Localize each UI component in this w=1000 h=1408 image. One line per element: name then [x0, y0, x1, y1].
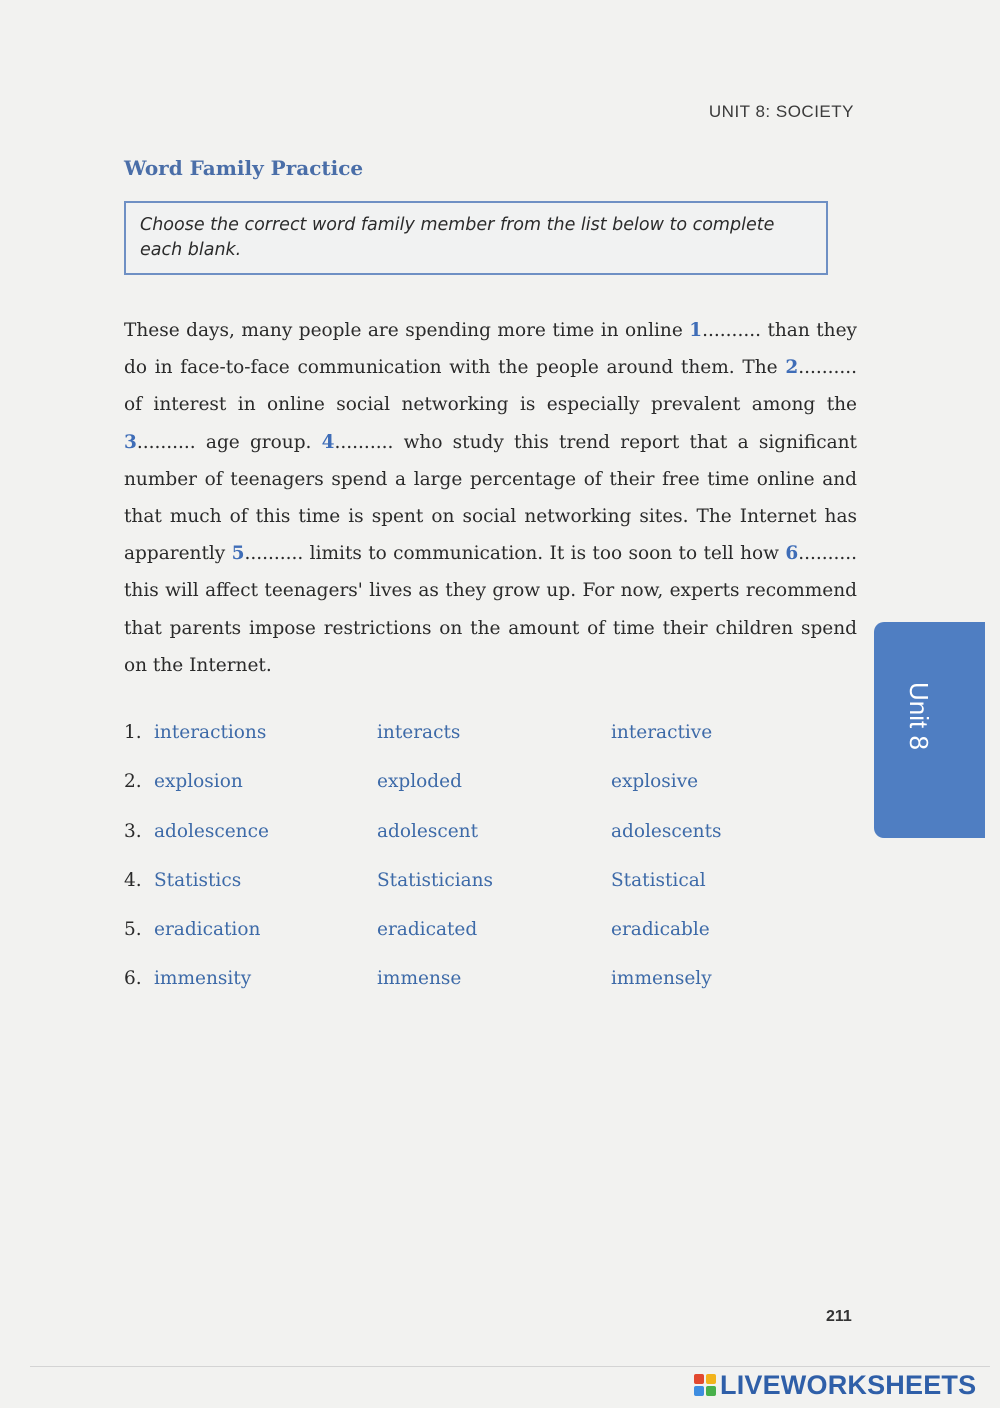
- passage-text: .......... limits to communication. It is too soon to tell how: [244, 543, 786, 565]
- word-option[interactable]: eradication: [154, 919, 261, 941]
- word-option[interactable]: explosive: [611, 771, 699, 793]
- passage-text: .......... this will affect teenagers' lives as they grow up. For now, experts recommend that parents impose restrictions on the amount of time their children spend on the Internet.: [124, 543, 858, 676]
- unit-tab: [874, 622, 985, 838]
- word-option[interactable]: exploded: [377, 771, 462, 793]
- word-choices-list: [124, 722, 744, 1018]
- word-option[interactable]: Statistical: [611, 869, 706, 891]
- word-option[interactable]: immensity: [154, 968, 252, 990]
- reading-passage: [124, 312, 857, 684]
- section-title: Word Family Practice: [124, 156, 364, 180]
- word-option[interactable]: adolescence: [154, 820, 269, 842]
- passage-text: .......... than they do in face-to-face communication with the people around them. The: [124, 320, 857, 379]
- blank-number: 2: [785, 357, 799, 379]
- choice-row: [124, 771, 744, 820]
- word-option[interactable]: adolescent: [377, 820, 479, 842]
- choice-number: 4.: [124, 869, 142, 891]
- choice-number: 1.: [124, 722, 142, 743]
- choice-number: 3.: [124, 820, 142, 842]
- word-option[interactable]: immense: [377, 968, 462, 990]
- passage-text: .......... age group.: [136, 431, 322, 453]
- word-option[interactable]: eradicated: [377, 919, 478, 941]
- word-option[interactable]: Statistics: [154, 869, 242, 891]
- word-option[interactable]: interactive: [611, 722, 713, 743]
- unit-header: UNIT 8: SOCIETY: [708, 102, 854, 121]
- word-option[interactable]: explosion: [154, 771, 243, 793]
- word-option[interactable]: adolescents: [611, 820, 722, 842]
- blank-number: 1: [689, 320, 703, 341]
- blank-number: 4: [321, 431, 335, 453]
- choice-number: 2.: [124, 771, 142, 793]
- choice-row: [124, 722, 744, 771]
- choice-number: 5.: [124, 919, 142, 941]
- page-number: 211: [826, 1308, 852, 1325]
- footer-divider: [30, 1366, 990, 1367]
- choice-number: 6.: [124, 968, 142, 990]
- word-option[interactable]: Statisticians: [377, 869, 494, 891]
- choice-row: [124, 968, 744, 1017]
- word-option[interactable]: interacts: [377, 722, 461, 743]
- brand-name: LIVEWORKSHEETS: [720, 1369, 977, 1400]
- unit-tab-label: Unit 8: [904, 682, 934, 750]
- brand-logo[interactable]: [694, 1368, 976, 1402]
- passage-text: These days, many people are spending more time in online: [124, 320, 690, 341]
- instruction-text: Choose the correct word family member from the list below to complete each blank.: [140, 215, 775, 260]
- instruction-box: [124, 201, 828, 275]
- word-option[interactable]: immensely: [611, 968, 712, 990]
- passage-text: .......... of interest in online social networking is especially prevalent among the: [124, 357, 857, 416]
- choice-row: [124, 919, 744, 968]
- word-option[interactable]: eradicable: [611, 919, 710, 941]
- blank-number: 6: [785, 543, 799, 565]
- word-option[interactable]: interactions: [154, 722, 267, 743]
- choice-row: [124, 870, 744, 919]
- liveworksheets-logo-icon: [694, 1374, 716, 1396]
- choice-row: [124, 821, 744, 870]
- blank-number: 3: [124, 431, 137, 453]
- passage-text: .......... who study this trend report that a significant number of teenagers spend a large percentage of their free time online and that much of this time is spent on social networking sites. The Internet has apparently: [124, 431, 857, 565]
- blank-number: 5: [231, 543, 245, 565]
